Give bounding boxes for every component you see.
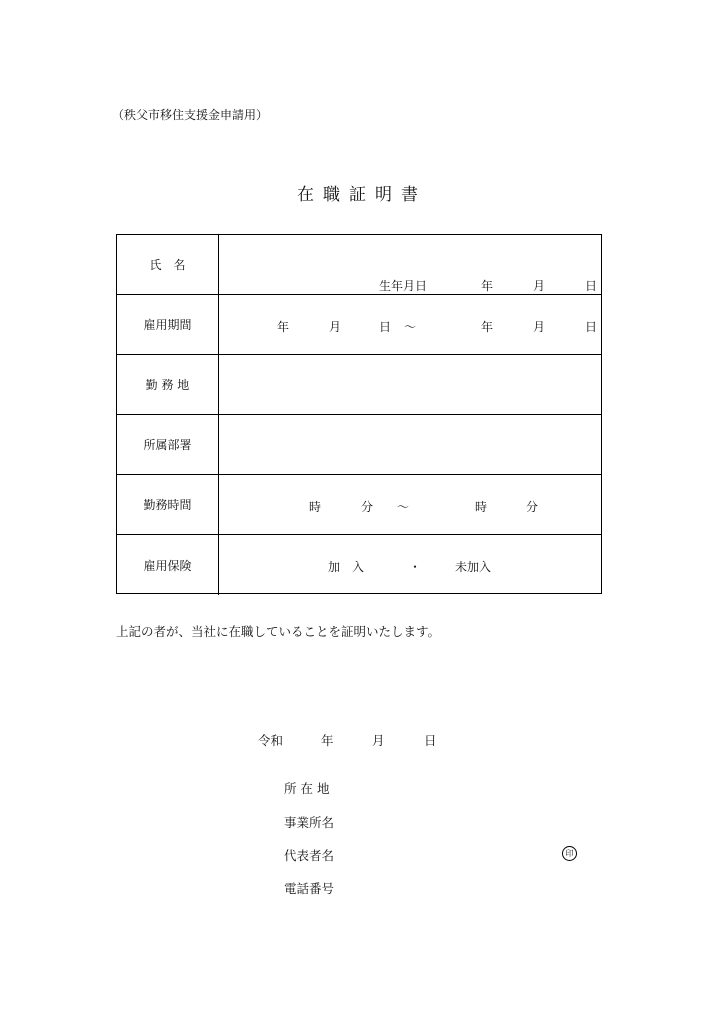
end-minute-unit: 分 xyxy=(526,500,539,514)
date-month-unit: 月 xyxy=(372,733,385,748)
row-name xyxy=(117,235,601,295)
label-department: 所属部署 xyxy=(117,415,219,474)
document-title: 在職証明書 xyxy=(297,185,427,205)
start-day-unit: 日 xyxy=(379,320,392,334)
phone-label: 電話番号 xyxy=(284,881,335,896)
birth-day-unit: 日 xyxy=(585,279,598,293)
representative-label: 代表者名 xyxy=(284,848,335,863)
start-month-unit: 月 xyxy=(329,320,342,334)
row-work-hours xyxy=(117,475,601,535)
label-employment-period: 雇用期間 xyxy=(117,295,219,354)
start-minute-unit: 分 xyxy=(361,500,374,514)
period-tilde: 〜 xyxy=(404,320,417,334)
label-insurance: 雇用保険 xyxy=(117,535,219,595)
certification-statement: 上記の者が、当社に在職していることを証明いたします。 xyxy=(116,624,441,639)
birth-month-unit: 月 xyxy=(533,279,546,293)
application-note: （秩父市移住支援金申請用） xyxy=(112,108,269,122)
seal-mark: 印 xyxy=(562,846,577,861)
label-name: 氏 名 xyxy=(117,235,219,294)
employment-form-table xyxy=(116,234,602,594)
label-workplace: 勤 務 地 xyxy=(117,355,219,414)
row-employment-period xyxy=(117,295,601,355)
end-day-unit: 日 xyxy=(585,320,598,334)
date-year-unit: 年 xyxy=(321,733,334,748)
insurance-separator: ・ xyxy=(409,560,422,574)
birth-date-label: 生年月日 xyxy=(379,279,428,293)
row-insurance xyxy=(117,535,601,595)
date-day-unit: 日 xyxy=(424,733,437,748)
row-department xyxy=(117,415,601,475)
start-hour-unit: 時 xyxy=(309,500,322,514)
start-year-unit: 年 xyxy=(277,320,290,334)
hours-tilde: 〜 xyxy=(397,500,410,514)
end-month-unit: 月 xyxy=(533,320,546,334)
insurance-not-enrolled: 未加入 xyxy=(455,560,492,574)
end-hour-unit: 時 xyxy=(475,500,488,514)
insurance-enrolled: 加 入 xyxy=(328,560,365,574)
row-workplace xyxy=(117,355,601,415)
birth-year-unit: 年 xyxy=(481,279,494,293)
date-era: 令和 xyxy=(258,733,284,748)
label-work-hours: 勤務時間 xyxy=(117,475,219,534)
address-label: 所 在 地 xyxy=(284,781,330,796)
company-label: 事業所名 xyxy=(284,815,335,830)
end-year-unit: 年 xyxy=(481,320,494,334)
